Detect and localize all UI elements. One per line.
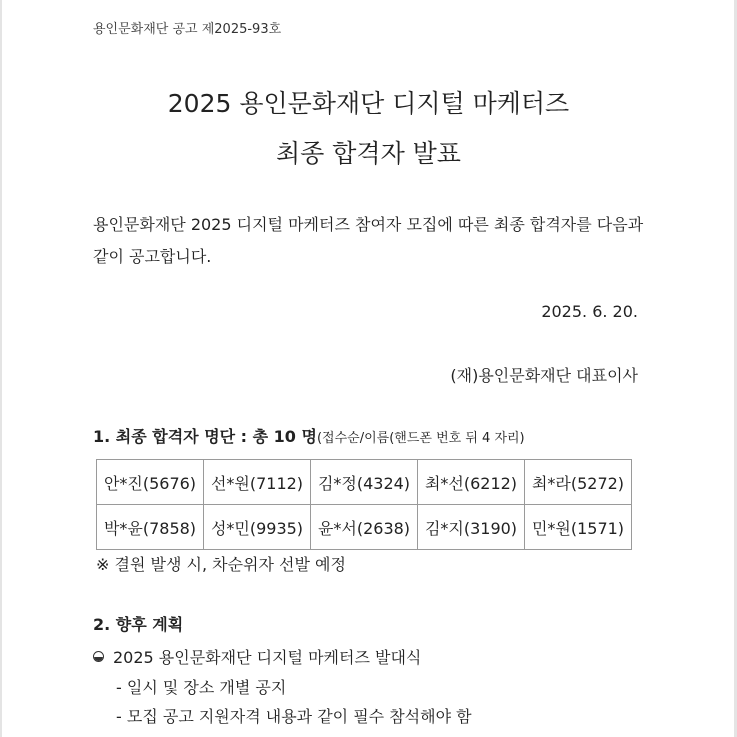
winner-cell: 선*원(7112) bbox=[204, 460, 311, 505]
table-row bbox=[97, 505, 632, 550]
vacancy-note: ※ 결원 발생 시, 차순위자 선발 예정 bbox=[96, 555, 346, 574]
page-subtitle: 최종 합격자 발표 bbox=[276, 139, 461, 168]
half-circle-bullet-icon bbox=[93, 651, 104, 662]
winner-cell: 김*정(4324) bbox=[311, 460, 418, 505]
winner-cell: 민*원(1571) bbox=[525, 505, 632, 550]
winner-cell: 박*윤(7858) bbox=[97, 505, 204, 550]
section1-note: (접수순/이름(핸드폰 번호 뒤 4 자리) bbox=[316, 431, 525, 446]
winner-cell: 윤*서(2638) bbox=[311, 505, 418, 550]
section1-heading-line bbox=[93, 424, 525, 447]
page-title: 2025 용인문화재단 디지털 마케터즈 bbox=[167, 89, 570, 118]
plan-sub-item: - 모집 공고 지원자격 내용과 같이 필수 참석해야 함 bbox=[116, 707, 472, 726]
plan-sub-item: - 일시 및 장소 개별 공지 bbox=[116, 678, 287, 697]
intro-paragraph: 용인문화재단 2025 디지털 마케터즈 참여자 모집에 따른 최종 합격자를 다음과 같이 공고합니다. bbox=[93, 215, 644, 266]
plan-bullet-text: 2025 용인문화재단 디지털 마케터즈 발대식 bbox=[113, 648, 422, 667]
section1-heading: 1. 최종 합격자 명단 : 총 10 명 bbox=[93, 427, 317, 446]
table-row bbox=[97, 460, 632, 505]
winner-cell: 최*라(5272) bbox=[525, 460, 632, 505]
announcement-date: 2025. 6. 20. bbox=[541, 302, 638, 321]
winner-cell: 최*선(6212) bbox=[418, 460, 525, 505]
section2-heading: 2. 향후 계획 bbox=[93, 615, 184, 634]
winner-cell: 김*지(3190) bbox=[418, 505, 525, 550]
winners-table bbox=[96, 459, 632, 550]
plan-bullet bbox=[93, 645, 421, 668]
issuer: (재)용인문화재단 대표이사 bbox=[450, 366, 638, 385]
winner-cell: 성*민(9935) bbox=[204, 505, 311, 550]
notice-number: 용인문화재단 공고 제2025-93호 bbox=[93, 22, 282, 37]
winner-cell: 안*진(5676) bbox=[97, 460, 204, 505]
